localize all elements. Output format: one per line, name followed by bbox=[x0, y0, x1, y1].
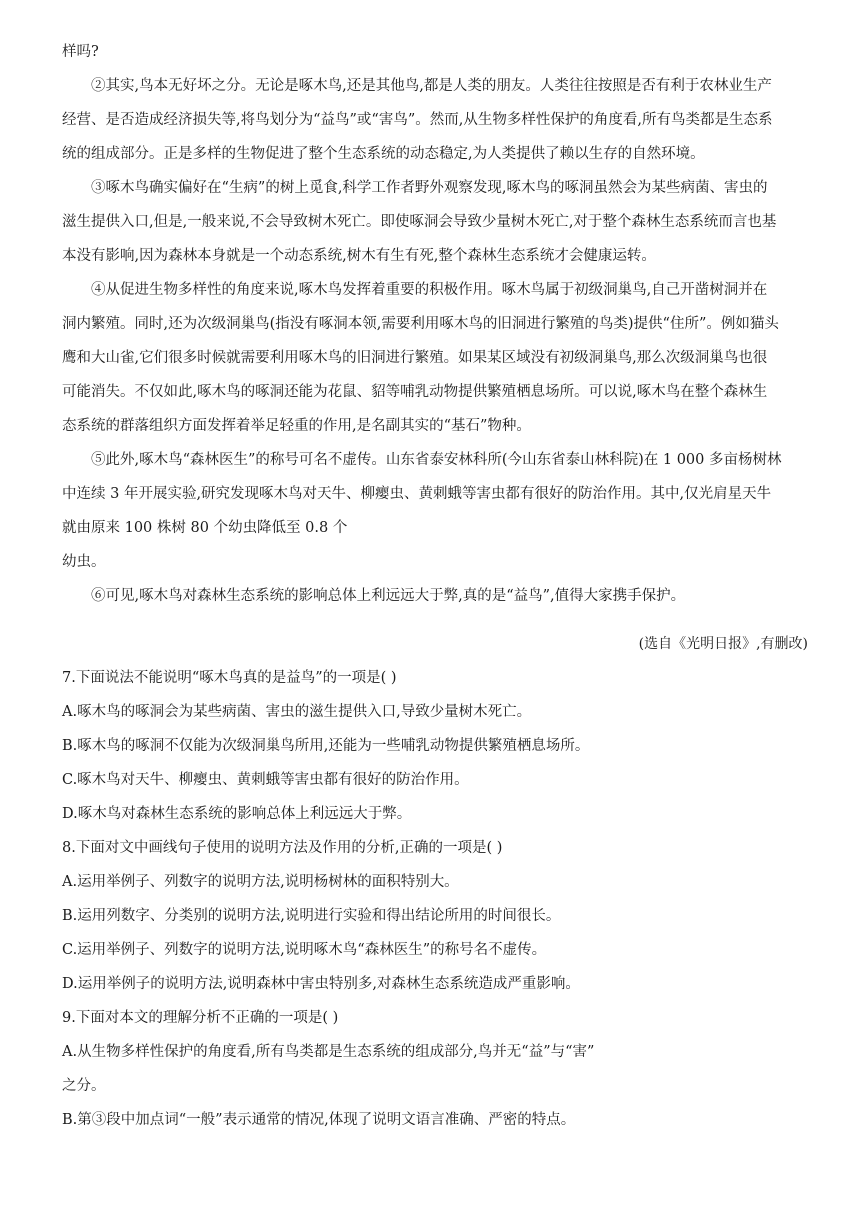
question-7-option-a: A.啄木鸟的啄洞会为某些病菌、害虫的滋生提供入口,导致少量树木死亡。 bbox=[62, 704, 532, 720]
paragraph-5-line: 中连续 3 年开展实验,研究发现啄木鸟对天牛、柳瘿虫、黄刺蛾等害虫都有很好的防治作用。其中,仅光肩星天牛 bbox=[62, 486, 772, 502]
paragraph-4-line: 洞内繁殖。同时,还为次级洞巢鸟(指没有啄洞本领,需要利用啄木鸟的旧洞进行繁殖的鸟类)提供“住所”。例如猫头 bbox=[62, 316, 779, 332]
paragraph-3-line: ③啄木鸟确实偏好在“生病”的树上觅食,科学工作者野外观察发现,啄木鸟的啄洞虽然会为某些病菌、害虫的 bbox=[91, 180, 768, 196]
paragraph-2-line: ②其实,鸟本无好坏之分。无论是啄木鸟,还是其他鸟,都是人类的朋友。人类往往按照是否有利于农林业生产 bbox=[91, 78, 772, 94]
paragraph-4-line: 态系统的群落组织方面发挥着举足轻重的作用,是名副其实的“基石”物种。 bbox=[62, 418, 531, 434]
paragraph-3-line: 滋生提供入口,但是,一般来说,不会导致树木死亡。即使啄洞会导致少量树木死亡,对于整个森林生态系统而言也基 bbox=[62, 214, 777, 230]
paragraph-2-line: 经营、是否造成经济损失等,将鸟划分为“益鸟”或“害鸟”。然而,从生物多样性保护的角度看,所有鸟类都是生态系 bbox=[62, 112, 773, 128]
question-9-option-b: B.第③段中加点词“一般”表示通常的情况,体现了说明文语言准确、严密的特点。 bbox=[62, 1112, 576, 1128]
question-8-option-c: C.运用举例子、列数字的说明方法,说明啄木鸟“森林医生”的称号名不虚传。 bbox=[62, 942, 547, 958]
paragraph-2-line: 统的组成部分。正是多样的生物促进了整个生态系统的动态稳定,为人类提供了赖以生存的自然环境。 bbox=[62, 146, 705, 162]
question-7-option-d: D.啄木鸟对森林生态系统的影响总体上利远远大于弊。 bbox=[62, 806, 412, 822]
question-8-option-d: D.运用举例子的说明方法,说明森林中害虫特别多,对森林生态系统造成严重影响。 bbox=[62, 976, 580, 992]
question-8-stem: 8.下面对文中画线句子使用的说明方法及作用的分析,正确的一项是( ) bbox=[62, 840, 503, 856]
paragraph-5-line: ⑤此外,啄木鸟“森林医生”的称号可名不虚传。山东省泰安林科所(今山东省泰山林科院)在 1 000 多亩杨树林 bbox=[91, 452, 782, 468]
question-9-option-a: A.从生物多样性保护的角度看,所有鸟类都是生态系统的组成部分,鸟并无“益”与“害” bbox=[62, 1044, 595, 1060]
question-9-stem: 9.下面对本文的理解分析不正确的一项是( ) bbox=[62, 1010, 339, 1026]
paragraph-5-line: 就由原来 100 株树 80 个幼虫降低至 0.8 个 bbox=[62, 520, 348, 536]
source-citation: (选自《光明日报》,有删改) bbox=[638, 636, 808, 652]
question-7-stem: 7.下面说法不能说明“啄木鸟真的是益鸟”的一项是( ) bbox=[62, 670, 397, 686]
question-8-option-b: B.运用列数字、分类别的说明方法,说明进行实验和得出结论所用的时间很长。 bbox=[62, 908, 561, 924]
paragraph-4-line: 鹰和大山雀,它们很多时候就需要利用啄木鸟的旧洞进行繁殖。如果某区域没有初级洞巢鸟,那么次级洞巢鸟也很 bbox=[62, 350, 768, 366]
paragraph-6: ⑥可见,啄木鸟对森林生态系统的影响总体上利远远大于弊,真的是“益鸟”,值得大家携手保护。 bbox=[91, 588, 686, 604]
question-7-option-c: C.啄木鸟对天牛、柳瘿虫、黄刺蛾等害虫都有很好的防治作用。 bbox=[62, 772, 469, 788]
question-7-option-b: B.啄木鸟的啄洞不仅能为次级洞巢鸟所用,还能为一些哺乳动物提供繁殖栖息场所。 bbox=[62, 738, 590, 754]
paragraph-3-line: 本没有影响,因为森林本身就是一个动态系统,树木有生有死,整个森林生态系统才会健康运转。 bbox=[62, 248, 656, 264]
paragraph-4-line: 可能消失。不仅如此,啄木鸟的啄洞还能为花鼠、貂等哺乳动物提供繁殖栖息场所。可以说,啄木鸟在整个森林生 bbox=[62, 384, 768, 400]
paragraph-5-line: 幼虫。 bbox=[62, 554, 106, 570]
question-9-option-a-cont: 之分。 bbox=[62, 1078, 106, 1094]
paragraph-4-line: ④从促进生物多样性的角度来说,啄木鸟发挥着重要的积极作用。啄木鸟属于初级洞巢鸟,自己开凿树洞并在 bbox=[91, 282, 768, 298]
paragraph-1-tail: 样吗? bbox=[62, 44, 99, 60]
question-8-option-a: A.运用举例子、列数字的说明方法,说明杨树林的面积特别大。 bbox=[62, 874, 459, 890]
